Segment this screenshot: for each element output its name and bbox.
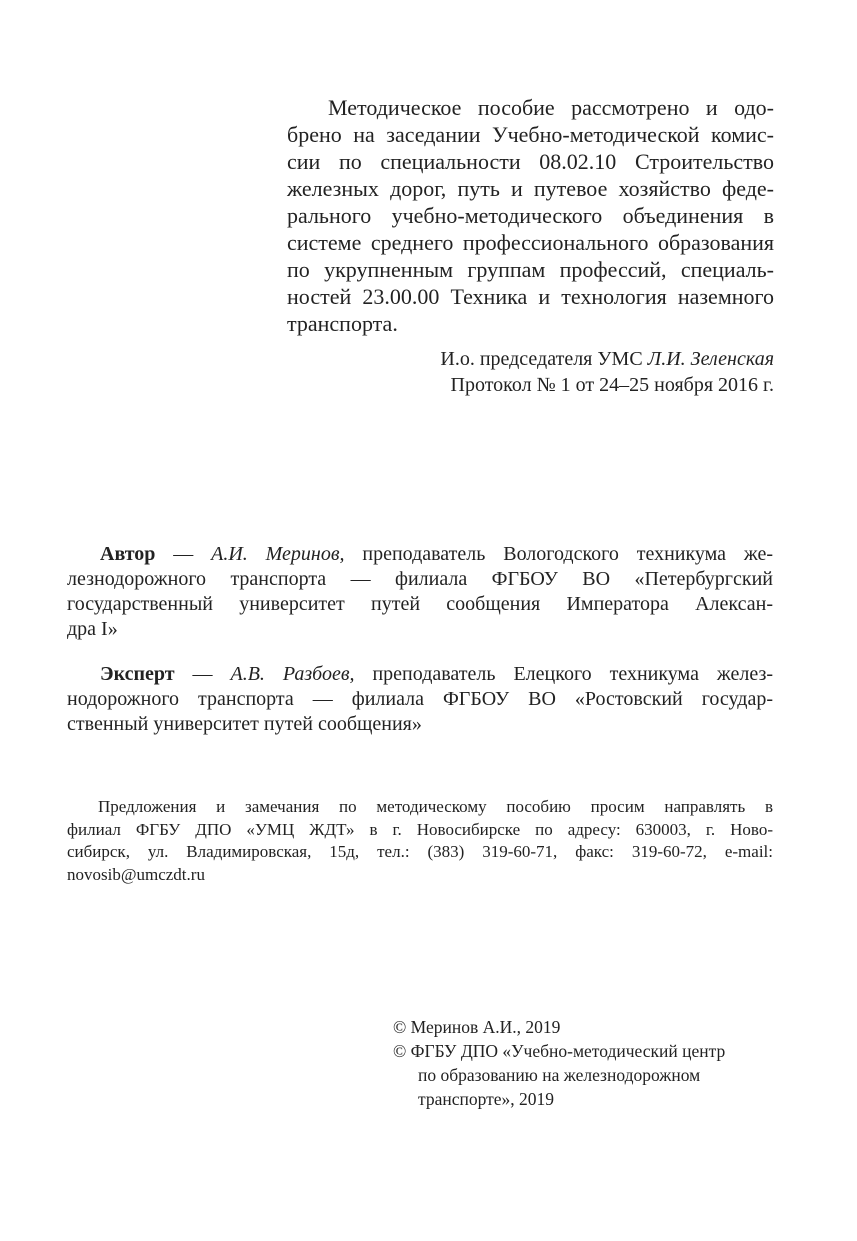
author-label: Автор: [100, 543, 156, 565]
author-separator: —: [155, 543, 212, 565]
expert-wrap-lines: [67, 687, 773, 737]
author-block: [67, 542, 773, 642]
feedback-line: филиал ФГБУ ДПО «УМЦ ЖДТ» в г. Новосибирске по адресу: 630003, г. Ново-: [67, 819, 773, 839]
feedback-paragraph: [67, 796, 773, 886]
annotation-line: брено на заседании Учебно-методической комис-: [287, 122, 774, 147]
copyright-line: по образованию на железнодорожном: [418, 1065, 701, 1085]
annotation-line: ностей 23.00.00 Техника и технология наземного: [287, 284, 774, 309]
author-name: А.И. Меринов,: [211, 543, 345, 565]
annotation-paragraph: [287, 94, 774, 337]
annotation-line: системе среднего профессионального образования: [287, 230, 774, 255]
annotation-line: рального учебно-методического объединения в: [287, 203, 774, 228]
expert-label: Эксперт: [100, 663, 175, 685]
copyright-line: © Меринов А.И., 2019: [393, 1017, 561, 1037]
author-first-line: [67, 542, 773, 567]
expert-block: [67, 662, 773, 737]
annotation-line: транспорта.: [287, 311, 398, 336]
copyright-block: [393, 1015, 793, 1111]
expert-line: ственный университет путей сообщения»: [67, 713, 422, 735]
author-line: дра I»: [67, 618, 118, 640]
author-line: лезнодорожного транспорта — филиала ФГБОУ ВО «Петербургский: [67, 568, 773, 590]
expert-line: нодорожного транспорта — филиала ФГБОУ ВО «Ростовский государ-: [67, 688, 773, 710]
feedback-line: Предложения и замечания по методическому пособию просим направлять в: [98, 797, 773, 816]
approval-signature-prefix: И.о. председателя УМС: [440, 348, 648, 370]
expert-first-line: [67, 662, 773, 687]
approval-protocol-line: Протокол № 1 от 24–25 ноября 2016 г.: [450, 374, 774, 396]
author-description-start: преподаватель Вологодского техникума же-: [344, 543, 773, 565]
feedback-line: novosib@umczdt.ru: [67, 864, 205, 884]
annotation-line: по укрупненным группам профессий, специаль-: [287, 257, 774, 282]
author-wrap-lines: [67, 567, 773, 642]
approval-chair-name: Л.И. Зеленская: [647, 348, 774, 370]
annotation-line: железных дорог, путь и путевое хозяйство феде-: [287, 176, 774, 201]
expert-description-start: преподаватель Елецкого техникума желез-: [354, 663, 774, 685]
feedback-line: сибирск, ул. Владимировская, 15д, тел.: (383) 319-60-71, факс: 319-60-72, e-mail:: [67, 842, 773, 861]
approval-block: [287, 346, 774, 398]
copyright-line: © ФГБУ ДПО «Учебно-методический центр: [393, 1041, 726, 1061]
copyright-line: транспорте», 2019: [418, 1089, 555, 1109]
expert-separator: —: [174, 663, 231, 685]
approval-signature-line: [287, 346, 774, 372]
author-line: государственный университет путей сообщения Императора Алексан-: [67, 593, 773, 615]
expert-name: А.В. Разбоев,: [230, 663, 355, 685]
annotation-line: сии по специальности 08.02.10 Строительство: [287, 149, 774, 174]
annotation-line: Методическое пособие рассмотрено и одо-: [328, 95, 774, 120]
